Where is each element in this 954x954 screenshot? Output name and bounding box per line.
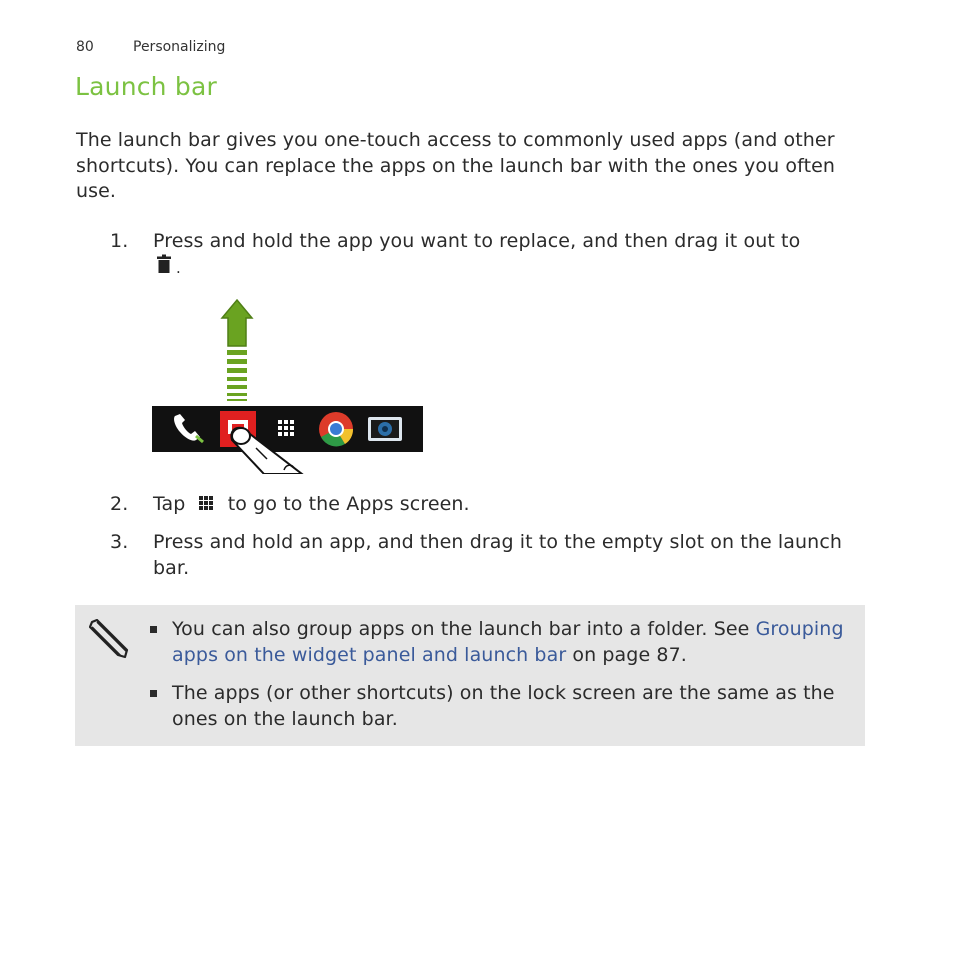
step-1-text: Press and hold the app you want to replace, and then drag it out to bbox=[153, 230, 801, 252]
launch-bar-illustration bbox=[152, 298, 424, 474]
drag-arrow-icon bbox=[222, 300, 252, 401]
step-number: 3. bbox=[110, 531, 129, 553]
bullet-text: The apps (or other shortcuts) on the lock screen are the same as the ones on the launch bar. bbox=[172, 682, 835, 730]
bullet-marker bbox=[150, 690, 157, 697]
section-name: Personalizing bbox=[133, 39, 226, 55]
trash-icon bbox=[156, 254, 172, 281]
step-number: 2. bbox=[110, 493, 129, 515]
step-2-after: to go to the Apps screen. bbox=[227, 493, 470, 515]
bullet-marker bbox=[150, 626, 157, 633]
camera-icon bbox=[368, 417, 402, 441]
chrome-icon bbox=[319, 412, 353, 446]
step-2-before: Tap bbox=[153, 493, 186, 515]
section-title: Launch bar bbox=[75, 72, 217, 101]
apps-grid-icon bbox=[278, 420, 294, 436]
bullet-1-after: on page 87. bbox=[572, 643, 687, 666]
note-box bbox=[75, 605, 865, 746]
page-number: 80 bbox=[76, 39, 94, 55]
bullet-1-before: You can also group apps on the launch bar into a folder. See bbox=[172, 618, 750, 640]
step-text bbox=[153, 228, 873, 281]
bullet-text bbox=[172, 617, 862, 668]
page-header bbox=[76, 39, 225, 55]
step-text: Press and hold an app, and then drag it to the empty slot on the launch bar. bbox=[153, 531, 843, 579]
intro-paragraph: The launch bar gives you one-touch access to commonly used apps (and other shortcuts). You can replace the apps on the launch bar with the ones you often use. bbox=[76, 129, 836, 202]
apps-grid-icon bbox=[198, 492, 214, 518]
pencil-icon bbox=[89, 619, 129, 663]
step-number: 1. bbox=[110, 230, 129, 252]
step-text bbox=[153, 491, 873, 518]
grouping-apps-link[interactable]: Grouping apps on the widget panel and launch bar bbox=[172, 618, 844, 666]
step-1-suffix: . bbox=[176, 259, 181, 277]
